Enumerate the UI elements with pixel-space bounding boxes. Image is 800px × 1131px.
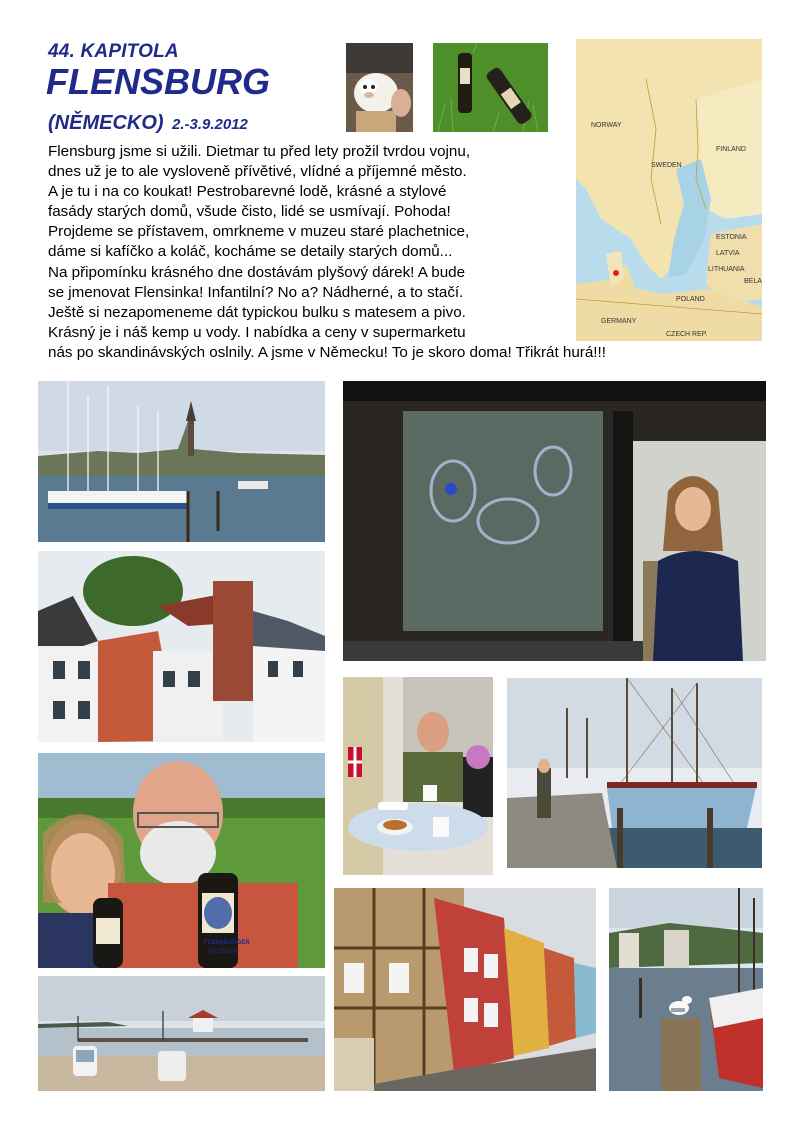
map-label-bela: BELA — [744, 278, 762, 285]
map-label-sweden: SWEDEN — [651, 162, 682, 169]
story-line: fasády starých domů, všude čisto, lidé se usmívají. Pohoda! — [48, 203, 451, 221]
seagull-photo — [609, 888, 763, 1091]
story-line: Projdeme se přístavem, omrkneme v muzeu staré plachetnice, — [48, 223, 470, 241]
map-label-norway: NORWAY — [591, 122, 622, 129]
map-label-poland: POLAND — [676, 296, 705, 303]
map-label-germany: GERMANY — [601, 318, 637, 325]
page-title: FLENSBURG — [46, 61, 270, 102]
flensburg-marker — [613, 270, 619, 276]
gabled-houses-photo — [38, 551, 325, 742]
story-line: dáme si kafíčko a koláč, kocháme se detaily starých domů... — [48, 243, 453, 261]
scandinavia-map — [576, 39, 762, 341]
date-range: 2.-3.9.2012 — [172, 116, 248, 133]
harbor-photo — [38, 381, 325, 542]
subtitle — [48, 112, 248, 135]
chapter-number: 44. KAPITOLA — [48, 41, 179, 62]
story-line: Na připomínku krásného dne dostávám plyšový dárek! A bude — [48, 263, 466, 281]
plush-sheep-photo — [346, 43, 413, 132]
cafe-photo — [343, 677, 493, 875]
map-label-czech: CZECH REP. — [666, 331, 708, 338]
beer-label-type: PILSENER — [208, 949, 238, 955]
colorful-street-photo — [334, 888, 596, 1091]
shop-window-photo — [343, 381, 766, 661]
story-line: Ještě si nezapomeneme dát typickou bulku s matesem a pivo. — [48, 303, 466, 321]
story-line: A je tu i na co koukat! Pestrobarevné lodě, krásné a stylové — [48, 183, 447, 201]
map-label-latvia: LATVIA — [716, 250, 740, 257]
selfie-photo — [38, 753, 325, 968]
map-label-finland: FINLAND — [716, 146, 746, 153]
story-line: nás po skandinávských oslnily. A jsme v Německu! To je skoro doma! Třikrát hurá!!! — [48, 343, 606, 361]
story-line: Krásný je i náš kemp u vody. I nabídka a ceny v supermarketu — [48, 323, 466, 341]
beach-photo — [38, 976, 325, 1091]
beer-label-brand: FLENSBURGER — [204, 940, 250, 946]
beer-bottles-photo — [433, 43, 548, 132]
country-label: (NĚMECKO) — [48, 112, 164, 134]
story-line: Flensburg jsme si užili. Dietmar tu před lety prožil tvrdou vojnu, — [48, 143, 471, 160]
story-line: dnes už je to ale vysloveně přívětivé, vlídné a příjemné město. — [48, 163, 467, 181]
story-line: se jmenovat Flensinka! Infantilní? No a? Nádherné, a to stačí. — [48, 283, 464, 301]
map-label-estonia: ESTONIA — [716, 234, 747, 241]
pier-ships-photo — [507, 678, 762, 868]
map-label-lithuania: LITHUANIA — [708, 266, 745, 273]
